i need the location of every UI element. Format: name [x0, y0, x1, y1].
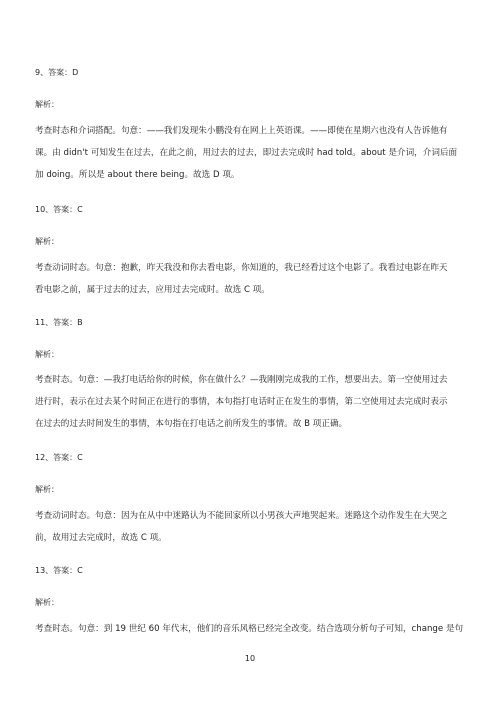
text-line: 考查动词时态。句意：因为在从中中迷路认为不能回家所以小男孩大声地哭起来。迷路这个动作发生在大哭之 [35, 511, 448, 521]
text-line: 课。由 didn't 可知发生在过去，在此之前，用过去的过去，即过去完成时 had told。about 是介词，介词后面 [35, 148, 458, 158]
answer-11: 11、答案：B [35, 318, 83, 327]
answer-12: 12、答案：C [35, 453, 83, 462]
text-line: 考查时态。句意：到 19 世纪 60 年代末，他们的音乐风格已经完全改变。结合选项分析句子可知，change 是句 [35, 624, 464, 634]
page-number: 10 [244, 654, 256, 663]
analysis-paragraph-11 [35, 369, 467, 435]
analysis-paragraph-9 [35, 120, 467, 186]
analysis-label-10: 解析： [35, 237, 59, 246]
analysis-paragraph-13 [35, 618, 467, 640]
analysis-label-13: 解析： [35, 598, 59, 607]
answer-13: 13、答案：C [35, 566, 83, 575]
analysis-label-9: 解析： [35, 100, 59, 109]
analysis-paragraph-12 [35, 505, 467, 549]
text-line: 考查动词时态。句意：抱歉，昨天我没和你去看电影，你知道的，我已经看过这个电影了。我看过电影在昨天 [35, 263, 448, 273]
analysis-label-12: 解析： [35, 485, 59, 494]
text-line: 考查时态和介词搭配。句意：——我们发现朱小鹏没有在网上上英语课。——即使在星期六也没有人告诉他有 [35, 126, 448, 136]
text-line: 在过去的过去时间发生的事情，本句指在打电话之前所发生的事情。故 B 项正确。 [35, 419, 348, 429]
text-line: 考查时态。句意：—我打电话给你的时候，你在做什么？—我刚刚完成我的工作，想要出去。第一空使用过去 [35, 375, 448, 385]
text-line: 看电影之前，属于过去的过去，应用过去完成时。故选 C 项。 [35, 285, 270, 295]
analysis-paragraph-10 [35, 257, 467, 301]
answer-10: 10、答案：C [35, 205, 83, 214]
analysis-label-11: 解析： [35, 350, 59, 359]
text-line: 前，故用过去完成时，故选 C 项。 [35, 533, 167, 543]
text-line: 进行时，表示在过去某个时间正在进行的事情，本句指打电话时正在发生的事情，第二空使用过去完成时表示 [35, 397, 448, 407]
answer-9: 9、答案：D [35, 68, 79, 77]
text-line: 加 doing。所以是 about there being。故选 D 项。 [35, 170, 240, 180]
